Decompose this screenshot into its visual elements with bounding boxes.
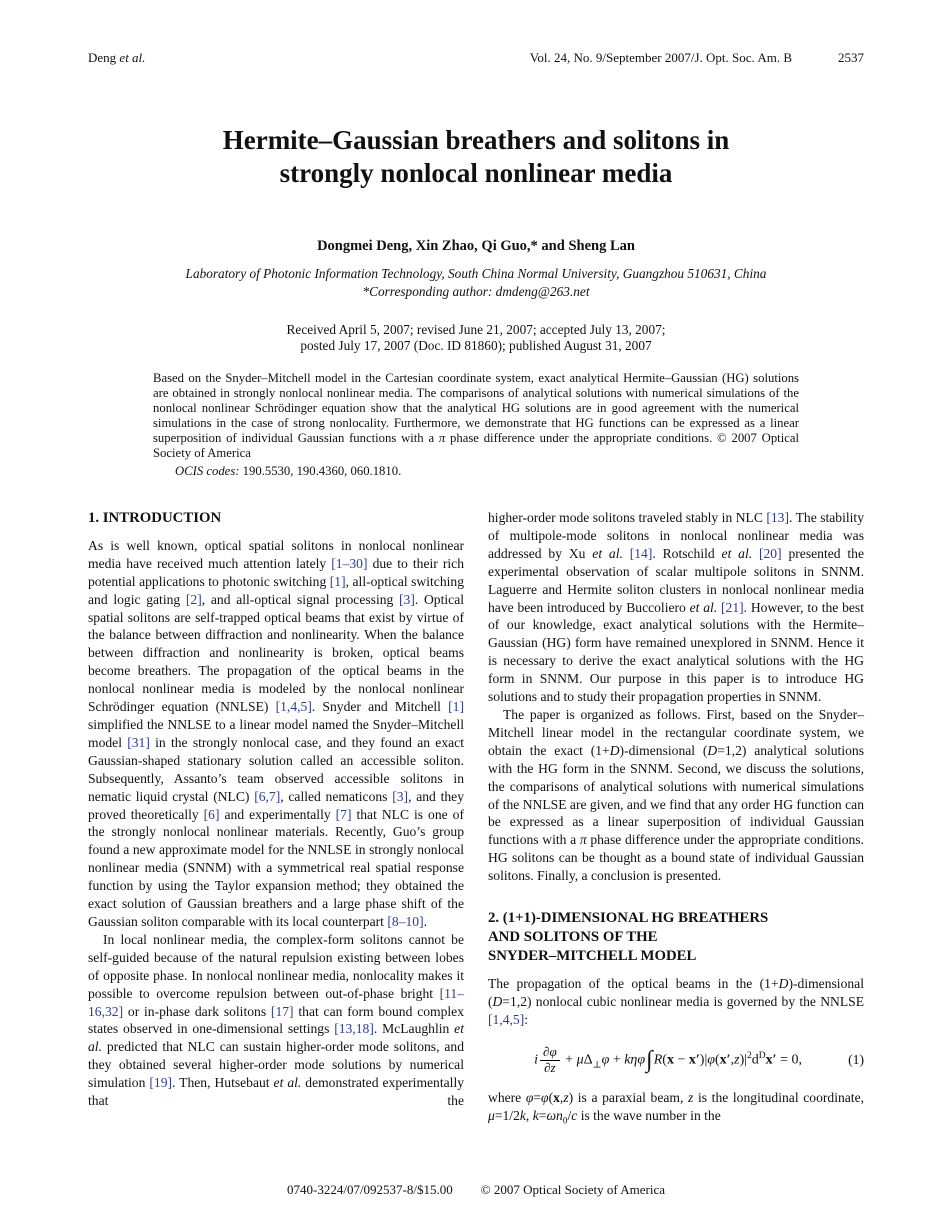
citation-link[interactable]: [21] [721,599,744,615]
citation-link[interactable]: [11–16,32] [88,985,464,1019]
paragraph-intro-2: In local nonlinear media, the complex-form solitons cannot be self-guided because of the natural repulsion existing between lobes of opposite phase. In nonlocal nonlinear media, nonlocality makes it possible to overcome repulsion between out-of-phase bright [11–16,32] or in-phase dark solitons [17] that can form bound complex states observed in one-dimensional settings [13,18]. McLaughlin et al. predicted that NLC can sustain higher-order mode solitons, and they obtained several higher-order mode solutions by numerical simulation [19]. Then, Hutsebaut et al. demonstrated experimentally that the [88,931,465,1109]
citation-link[interactable]: [6,7] [254,788,281,804]
citation-link[interactable]: [14] [629,545,653,561]
footer-issn-price: 0740-3224/07/092537-8/$15.00 [287,1182,453,1197]
citation-link[interactable]: [20] [758,545,782,561]
running-head-page-number: 2537 [838,50,864,65]
citation-link[interactable]: [7] [335,806,352,822]
affiliation: Laboratory of Photonic Information Technology, South China Normal University, Guangzhou 510631, China [185,265,767,281]
paragraph-intro-3: higher-order mode solitons traveled stably in NLC [13]. The stability of multipole-mode solitons in nonlocal nonlinear media was addressed by Xu et al. [14]. Rotschild et al. [20] presented the experimental observation of scalar multipole solitons in SNNM. Laguerre and Hermite soliton clusters in nonlocal nonlinear media have been introduced by Buccoliero et al. [21]. However, to the best of our knowledge, exact analytical solutions with the Hermite–Gaussian (HG) form have remained unexplored in SNNM. Hence it is necessary to derive the exact analytical solutions with the HG form in SNNM. Our purpose in this paper is to introduce HG solutions and to study their propagation properties in SNNM. [488,510,864,705]
paragraph-intro-4: The paper is organized as follows. First, based on the Snyder–Mitchell linear model in the rectangular coordinate system, we obtain the exact (1+D)-dimensional (D=1,2) analytical solutions with the HG form in the SNNM. Second, we discuss the solutions, the comparisons of analytical solutions with numerical simulations of the NNLSE are given, and we find that any order HG function can be expressed as a linear superposition of individual Gaussian functions with a π phase difference under the appropriate conditions. HG solitons can be thought as a bound state of individual Gaussian solitons. Finally, a conclusion is presented. [488,706,864,884]
left-column [88,509,464,1125]
running-head-author-name: Deng [88,50,120,65]
equation-1 [488,1045,864,1076]
running-head-journal-info: Vol. 24, No. 9/September 2007/J. Opt. Soc. Am. B [529,50,792,65]
published-line: posted July 17, 2007 (Doc. ID 81860); published August 31, 2007 [300,338,652,354]
abstract: Based on the Snyder–Mitchell model in the Cartesian coordinate system, exact analytical Hermite–Gaussian (HG) solutions are obtained in strongly nonlocal nonlinear media. The comparisons of analytical solutions with numerical simulations of the nonlocal nonlinear Schrödinger equation show that the analytical HG solutions are in good agreement with the numerical simulations in the case of strong nonlocality. Furthermore, we demonstrate that HG functions can be expressed as a linear superposition of individual Gaussian functions with a π phase difference under the appropriate conditions. © 2007 Optical Society of America [153,371,800,461]
article-title [88,124,864,190]
integral-sign: ∫ [646,1047,653,1074]
citation-link[interactable]: [1] [448,699,464,715]
right-column [488,509,864,1125]
section2-heading-line-2: AND SOLITONS OF THE [488,928,658,945]
running-head-authors [88,50,145,66]
citation-link[interactable]: [6] [203,806,220,822]
citation-link[interactable]: [8–10] [387,913,424,929]
ocis-codes [153,464,799,479]
running-head-etal: et al. [119,50,146,65]
corresponding-author: *Corresponding author: dmdeng@263.net [362,283,590,299]
running-head-right [530,50,864,66]
equation-number: (1) [848,1052,864,1068]
author-list: Dongmei Deng, Xin Zhao, Qi Guo,* and Sheng Lan [317,237,635,254]
section2-heading-line-3: SNYDER–MITCHELL MODEL [488,947,697,964]
ocis-label: OCIS codes: [175,464,240,478]
article-history [88,322,864,355]
citation-link[interactable]: [1] [329,573,346,589]
citation-link[interactable]: [13] [766,510,789,525]
footer-copyright: © 2007 Optical Society of America [480,1182,665,1197]
running-head [88,50,864,66]
citation-link[interactable]: [19] [149,1075,173,1091]
section2-heading-line-1: 2. (1+1)-DIMENSIONAL HG BREATHERS [488,910,769,927]
citation-link[interactable]: [13,18] [334,1021,374,1037]
footer [0,1182,952,1198]
citation-link[interactable]: [31] [127,734,150,750]
equation-body: i $\frac{\partial\varphi}{\partial z}$ + $\mu\Delta_\perp\varphi + k\eta\varphi\int R(x - x')|\varphi(x',z)|^2d^Dx' = 0$, [534,1043,803,1075]
paragraph-section2-1: The propagation of the optical beams in the (1+D)-dimensional (D=1,2) nonlocal cubic nonlinear media is governed by the NNLSE [1,4,5]: [488,975,864,1027]
section-heading-introduction: 1. INTRODUCTION [88,510,222,526]
citation-link[interactable]: [1–30] [331,555,368,571]
citation-link[interactable]: [3] [392,788,409,804]
citation-link[interactable]: [3] [399,591,415,607]
paragraph-section2-2: where φ=φ(x,z) is a paraxial beam, z is the longitudinal coordinate, μ=1/2k, $k=\omega n_0/c$ is the wave number in the [488,1090,865,1127]
paragraph-intro-1: As is well known, optical spatial solitons in nonlocal nonlinear media have received much attention lately [1–30] due to their rich potential applications to photonic switching [1], all-optical switching and logic gating [2], and all-optical signal processing [3]. Optical spatial solitons are self-trapped optical beams that exist by virtue of the balance between diffraction and nonlinearity. When the balance between diffraction and nonlinearity is broken, optical beams become breathers. The propagation of the optical beams in the nonlocal nonlinear media is modeled by the nonlocal nonlinear Schrödinger equation (NNLSE) [1,4,5]. Snyder and Mitchell [1] simplified the NNLSE to a linear model named the Snyder–Mitchell model [31] in the strongly nonlocal case, and they found an exact Gaussian-shaped stationary solution called an accessible soliton. Subsequently, Assanto’s team observed accessible solitons in nematic liquid crystal (NLC) [6,7], called nematicons [3], and they proved theoretically [6] and experimentally [7] that NLC is one of the strongly nonlocal nonlinear materials. Recently, Guo’s group found a new approximate model for the NNLSE in strongly nonlocal nonlinear media (SNNM) with a symmetrical real spatial response function by using the Taylor expansion method; they obtained the exact solution of Gaussian breathers and a large phase shift of the Gaussian soliton comparable with its local counterpart [8–10]. [88,537,465,929]
citation-link[interactable]: [1,4,5] [275,699,312,715]
citation-link[interactable]: [1,4,5] [488,1011,525,1027]
fraction: $\frac{\partial\varphi}{\partial z}$ [540,1045,560,1076]
citation-link[interactable]: [2] [185,591,202,607]
citation-link[interactable]: [17] [270,1003,294,1019]
article-body [88,509,864,1125]
article-title-line-2: strongly nonlocal nonlinear media [279,157,673,188]
section-heading-hg-breathers [488,909,864,966]
received-line: Received April 5, 2007; revised June 21, 2007; accepted July 13, 2007; [286,321,666,337]
article-title-line-1: Hermite–Gaussian breathers and solitons in [222,125,730,155]
ocis-values: 190.5530, 190.4360, 060.1810. [239,464,402,478]
